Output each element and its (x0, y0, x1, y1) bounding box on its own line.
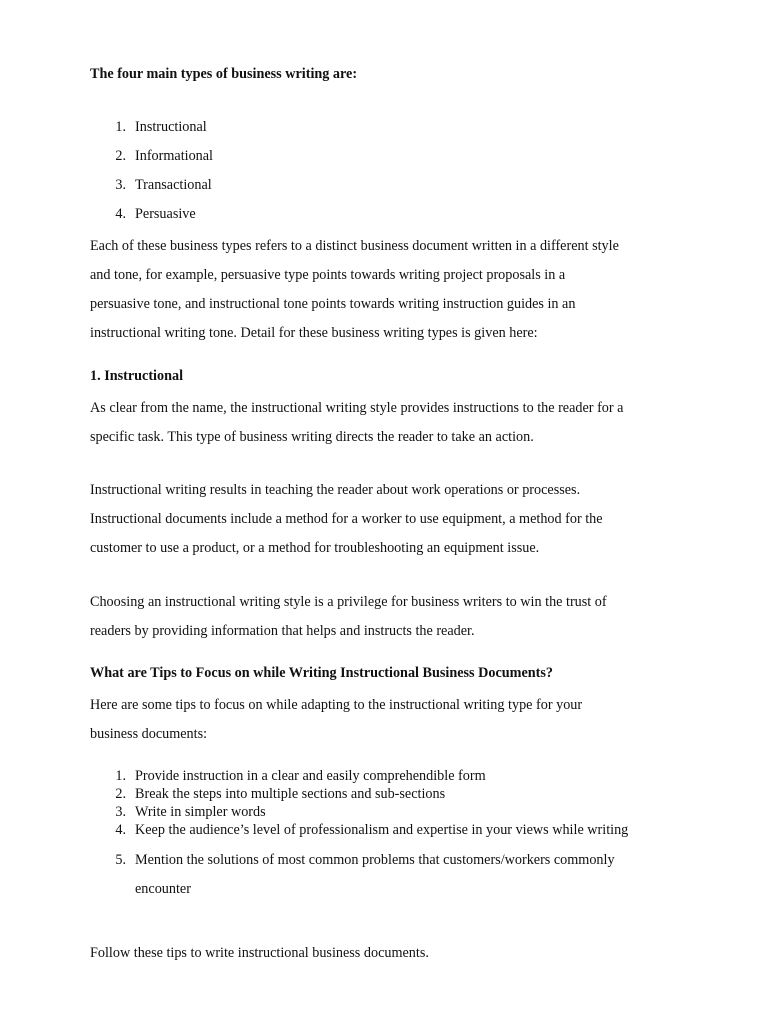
list-item: Break the steps into multiple sections and sub-sections (135, 786, 446, 802)
list-number: 4. (115, 206, 126, 222)
list-number: 1. (115, 119, 126, 135)
paragraph-line: Instructional documents include a method for a worker to use equipment, a method for the (90, 511, 603, 527)
list-number: 2. (115, 786, 126, 802)
section-heading: 1. Instructional (90, 368, 184, 384)
list-item: Persuasive (135, 206, 196, 222)
paragraph-line: customer to use a product, or a method for troubleshooting an equipment issue. (90, 540, 540, 556)
paragraph-line: and tone, for example, persuasive type points towards writing project proposals in a (90, 267, 566, 283)
list-number: 4. (115, 822, 126, 838)
paragraph-line: Here are some tips to focus on while adapting to the instructional writing type for your (90, 697, 583, 713)
list-number: 2. (115, 148, 126, 164)
paragraph-line: business documents: (90, 726, 208, 742)
list-number: 3. (115, 177, 126, 193)
list-number: 1. (115, 768, 126, 784)
list-item-continuation: encounter (135, 881, 191, 897)
paragraph-line: specific task. This type of business writing directs the reader to take an action. (90, 429, 534, 445)
paragraph-line: Instructional writing results in teaching the reader about work operations or processes. (90, 482, 581, 498)
paragraph-line: instructional writing tone. Detail for these business writing types is given here: (90, 325, 538, 341)
list-item: Instructional (135, 119, 207, 135)
list-item: Keep the audience’s level of professionalism and expertise in your views while writing (135, 822, 629, 838)
list-item: Transactional (135, 177, 212, 193)
list-item: Write in simpler words (135, 804, 266, 820)
closing-line: Follow these tips to write instructional business documents. (90, 945, 429, 961)
list-number: 5. (115, 852, 126, 868)
paragraph-line: readers by providing information that helps and instructs the reader. (90, 623, 475, 639)
paragraph-line: persuasive tone, and instructional tone points towards writing instruction guides in an (90, 296, 576, 312)
list-item: Mention the solutions of most common problems that customers/workers commonly (135, 852, 615, 868)
list-number: 3. (115, 804, 126, 820)
paragraph-line: Choosing an instructional writing style is a privilege for business writers to win the trust of (90, 594, 607, 610)
paragraph-line: As clear from the name, the instructional writing style provides instructions to the reader for a (90, 400, 624, 416)
paragraph-line: Each of these business types refers to a distinct business document written in a different style (90, 238, 619, 254)
list-item: Informational (135, 148, 214, 164)
tips-heading: What are Tips to Focus on while Writing Instructional Business Documents? (90, 665, 553, 681)
intro-heading: The four main types of business writing are: (90, 66, 358, 82)
list-item: Provide instruction in a clear and easily comprehendible form (135, 768, 486, 784)
